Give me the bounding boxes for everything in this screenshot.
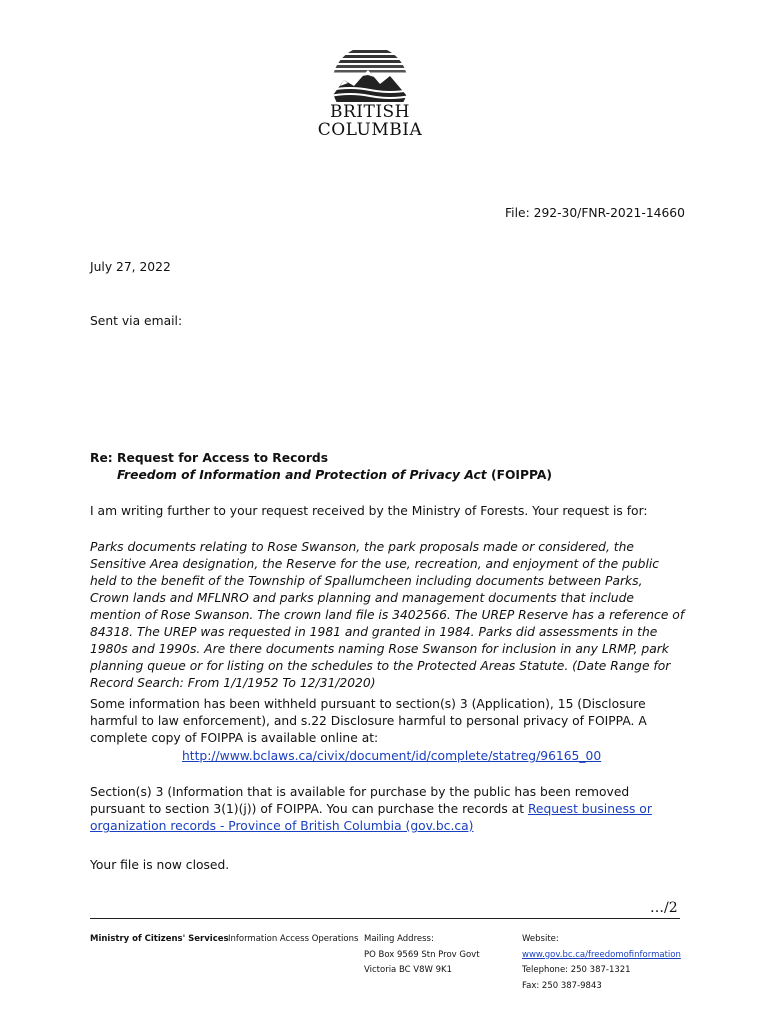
logo-text-british: BRITISH xyxy=(329,102,411,122)
withheld-paragraph: Some information has been withheld pursuant to section(s) 3 (Application), 15 (Disclosure harmful to law enforcement), and s.22 Disclosure harmful to personal privacy of FOIPPA. A complete copy of FOIPPA is available online at: xyxy=(90,697,647,745)
footer-contact xyxy=(522,932,681,994)
act-abbreviation: (FOIPPA) xyxy=(486,468,553,482)
intro-paragraph: I am writing further to your request received by the Ministry of Forests. Your request is for: xyxy=(90,504,648,518)
bclaws-link-container xyxy=(182,748,601,765)
letter-date: July 27, 2022 xyxy=(90,260,171,274)
section3-text: Section(s) 3 (Information that is available for purchase by the public has been removed pursuant to section 3(1)(j)) of FOIPPA. You can purchase the records at xyxy=(90,785,630,816)
sent-via-email: Sent via email: xyxy=(90,314,183,328)
fax: Fax: 250 387-9843 xyxy=(522,980,602,991)
purchase-records-link[interactable]: Request business or organization records - Province of British Columbia (gov.bc.ca) xyxy=(90,802,652,833)
mailing-label: Mailing Address: xyxy=(364,934,434,944)
logo-text-columbia: COLUMBIA xyxy=(317,120,423,140)
website-link[interactable]: www.gov.bc.ca/freedomofinformation xyxy=(522,949,681,960)
bclaws-link[interactable]: http://www.bclaws.ca/civix/document/id/complete/statreg/96165_00 xyxy=(182,749,602,763)
subject-line: Re: Request for Access to Records xyxy=(90,451,329,465)
footer-divider xyxy=(90,918,680,919)
file-closed-notice: Your file is now closed. xyxy=(90,858,230,872)
section3-paragraph xyxy=(90,784,685,835)
act-title: Freedom of Information and Protection of Privacy Act xyxy=(117,468,487,482)
footer-ministry: Ministry of Citizens' Services xyxy=(90,934,229,944)
request-description: Parks documents relating to Rose Swanson, the park proposals made or considered, the Sensitive Area designation, the Reserve for the use, recreation, and enjoyment of the public held to the benefit of the Township of Spallumcheen including documents between Parks, Crown lands and MFLNRO and parks planning and management documents that include mention of Rose Swanson. The crown land file is 3402566. The UREP Reserve has a reference of 84318. The UREP was requested in 1981 and granted in 1984. Parks did assessments in the 1980s and 1990s. Are there documents naming Rose Swanson for inclusion in any LRMP, park planning queue or for listing on the schedules to the Protected Areas Statute. (Date Range for Record Search: From 1/1/1952 To 12/31/2020) xyxy=(90,540,685,690)
mailing-line-2: Victoria BC V8W 9K1 xyxy=(364,965,453,975)
bc-government-logo xyxy=(310,46,430,146)
page-continuation: …/2 xyxy=(650,900,678,916)
footer-office: Information Access Operations xyxy=(228,934,359,944)
bc-sun-mountains-emblem xyxy=(310,46,430,106)
telephone: Telephone: 250 387-1321 xyxy=(522,965,631,975)
file-reference: File: 292-30/FNR-2021-14660 xyxy=(505,206,685,220)
mailing-line-1: PO Box 9569 Stn Prov Govt xyxy=(364,949,480,960)
website-label: Website: xyxy=(522,934,559,944)
footer-mailing-address xyxy=(364,932,480,979)
act-title-line xyxy=(117,467,552,484)
